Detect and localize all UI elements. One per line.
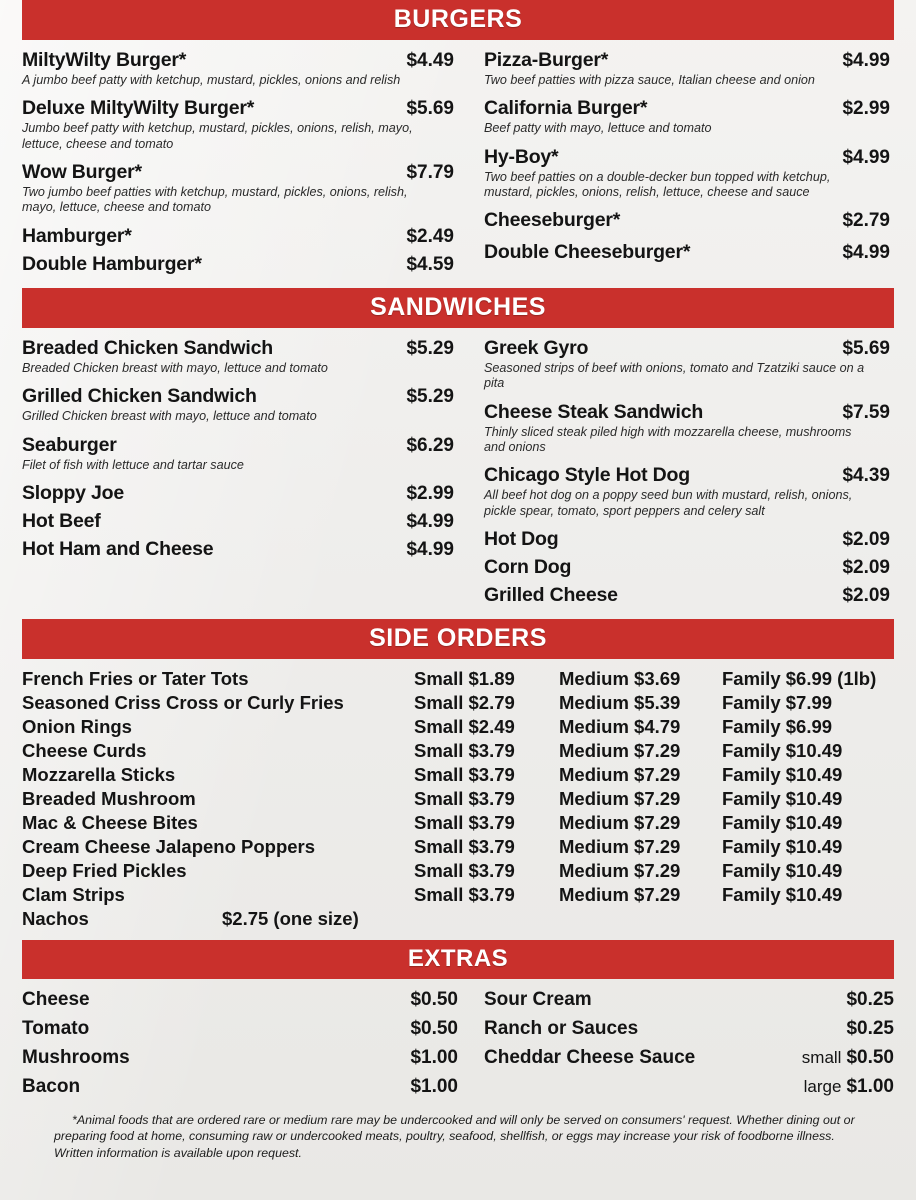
section-header-extras: EXTRAS	[22, 940, 894, 979]
section-header-sandwiches: SANDWICHES	[22, 288, 894, 328]
side-name: Mozzarella Sticks	[22, 764, 176, 786]
extra-price-group	[804, 1073, 894, 1102]
section-header-side-orders: SIDE ORDERS	[22, 619, 894, 659]
item-price: $2.49	[406, 225, 454, 247]
side-name: Mac & Cheese Bites	[22, 812, 198, 834]
item-name: Hy-Boy*	[484, 145, 559, 168]
item-name: Hot Ham and Cheese	[22, 537, 214, 560]
side-order-row[interactable]	[22, 739, 894, 763]
item-name: Wow Burger*	[22, 161, 142, 184]
menu-item[interactable]	[484, 584, 890, 607]
side-order-row-nachos[interactable]	[22, 907, 894, 931]
side-family-price: Family $10.49	[722, 788, 843, 810]
side-family-price: Family $10.49	[722, 860, 843, 882]
item-price: $5.29	[406, 337, 454, 359]
menu-item[interactable]	[484, 146, 890, 201]
side-small-price: Small $2.49	[414, 716, 515, 738]
side-small-price: Small $3.79	[414, 764, 515, 786]
side-medium-price: Medium $4.79	[559, 716, 681, 738]
item-description: Thinly sliced steak piled high with mozzarella cheese, mushrooms and onions	[484, 424, 852, 454]
side-order-row[interactable]	[22, 835, 894, 859]
item-price: $2.09	[842, 528, 890, 550]
extra-name: Mushrooms	[22, 1047, 130, 1069]
side-name: Clam Strips	[22, 884, 125, 906]
menu-item[interactable]	[484, 241, 890, 264]
extra-price-group	[802, 1044, 894, 1073]
burgers-right-column	[458, 49, 894, 278]
side-name: Cheese Curds	[22, 740, 147, 762]
side-order-row[interactable]	[22, 883, 894, 907]
side-medium-price: Medium $7.29	[559, 788, 681, 810]
item-price: $4.99	[842, 146, 890, 168]
item-description: A jumbo beef patty with ketchup, mustard, pickles, onions and relish	[22, 73, 401, 87]
menu-item[interactable]	[22, 253, 454, 276]
extra-item[interactable]	[22, 1044, 458, 1073]
item-price: $2.09	[842, 584, 890, 606]
side-medium-price: Medium $7.29	[559, 860, 681, 882]
sandwiches-left-column	[22, 337, 458, 609]
item-price: $6.29	[406, 434, 454, 456]
menu-item[interactable]	[484, 49, 890, 88]
sandwiches-section	[22, 328, 894, 609]
side-medium-price: Medium $7.29	[559, 764, 681, 786]
side-family-price: Family $10.49	[722, 812, 843, 834]
extra-name: Bacon	[22, 1076, 81, 1098]
side-name: Seasoned Criss Cross or Curly Fries	[22, 692, 344, 713]
side-medium-price: Medium $7.29	[559, 836, 681, 858]
item-price: $4.39	[842, 465, 890, 487]
item-name: Sloppy Joe	[22, 481, 125, 504]
extra-price: $0.50	[846, 1047, 894, 1069]
extras-section	[22, 979, 894, 1102]
menu-item[interactable]	[484, 209, 890, 232]
side-medium-price: Medium $7.29	[559, 884, 681, 906]
item-name: Chicago Style Hot Dog	[484, 464, 690, 487]
item-price: $2.09	[842, 556, 890, 578]
item-description: Beef patty with mayo, lettuce and tomato	[484, 121, 712, 136]
menu-item[interactable]	[22, 385, 454, 424]
side-order-row[interactable]	[22, 667, 894, 691]
menu-item[interactable]	[484, 528, 890, 551]
side-order-row[interactable]	[22, 811, 894, 835]
extra-item[interactable]	[484, 1015, 894, 1044]
menu-item[interactable]	[484, 464, 890, 519]
item-name: California Burger*	[484, 97, 648, 120]
disclaimer	[22, 1102, 894, 1161]
menu-item[interactable]	[22, 510, 454, 533]
side-family-price: Family $10.49	[722, 836, 843, 858]
side-family-price: Family $6.99 (1lb)	[722, 667, 877, 689]
menu-item[interactable]	[22, 434, 454, 473]
item-price: $2.99	[842, 98, 890, 120]
item-name: Cheeseburger*	[484, 209, 621, 232]
item-description: Two jumbo beef patties with ketchup, mustard, pickles, onions, relish, mayo, lettuce, cheese and tomato	[22, 185, 408, 215]
extra-size-label: small	[801, 1048, 842, 1068]
extra-name: Cheddar Cheese Sauce	[484, 1047, 696, 1069]
extra-name: Tomato	[22, 1018, 90, 1040]
item-description: Two beef patties with pizza sauce, Italian cheese and onion	[484, 73, 815, 87]
menu-item[interactable]	[484, 337, 890, 392]
side-name: Onion Rings	[22, 716, 132, 738]
menu-item[interactable]	[22, 225, 454, 248]
side-medium-price: Medium $5.39	[559, 692, 681, 713]
side-orders-section	[22, 659, 894, 932]
burgers-section	[22, 40, 894, 278]
menu-item[interactable]	[484, 97, 890, 136]
extra-item[interactable]	[22, 1073, 458, 1102]
item-description: Jumbo beef patty with ketchup, mustard, pickles, onions, relish, mayo, lettuce, cheese and tomato	[22, 121, 413, 151]
extra-price: $0.50	[410, 1018, 458, 1040]
item-name: Grilled Cheese	[484, 583, 618, 606]
item-name: Corn Dog	[484, 555, 572, 578]
item-description: Filet of fish with lettuce and tartar sauce	[22, 457, 244, 472]
extra-item[interactable]	[484, 986, 894, 1015]
item-name: Double Cheeseburger*	[484, 241, 691, 264]
side-order-row[interactable]	[22, 691, 894, 715]
extra-price: $0.25	[846, 1018, 894, 1040]
item-description: Seasoned strips of beef with onions, tomato and Tzatziki sauce on a pita	[484, 360, 865, 391]
side-small-price: Small $3.79	[414, 860, 515, 882]
extra-name: Cheese	[22, 989, 90, 1011]
extra-price: $1.00	[410, 1047, 458, 1069]
side-order-row[interactable]	[22, 859, 894, 883]
side-medium-price: Medium $7.29	[559, 812, 681, 834]
item-price: $5.69	[406, 98, 454, 120]
item-price: $4.99	[406, 510, 454, 532]
side-small-price: Small $3.79	[414, 884, 515, 906]
item-price: $4.99	[842, 242, 890, 264]
side-name: Deep Fried Pickles	[22, 860, 187, 882]
menu-item[interactable]	[22, 49, 454, 88]
side-small-price: Small $3.79	[414, 836, 515, 858]
item-price: $4.59	[406, 253, 454, 275]
side-order-row[interactable]	[22, 715, 894, 739]
item-name: Double Hamburger*	[22, 252, 202, 275]
side-family-price: Family $10.49	[722, 740, 843, 762]
item-name: Hamburger*	[22, 224, 132, 247]
side-small-price: Small $2.79	[414, 692, 515, 713]
side-small-price: Small $3.79	[414, 812, 515, 834]
section-header-burgers: BURGERS	[22, 0, 894, 40]
item-price: $5.69	[842, 337, 890, 359]
extra-price: $1.00	[410, 1076, 458, 1098]
disclaimer-line-3: Written information is available upon request.	[54, 1145, 302, 1160]
side-name: Nachos	[22, 908, 89, 930]
side-medium-price: Medium $3.69	[559, 667, 681, 689]
side-family-price: Family $10.49	[722, 884, 843, 906]
item-description: Two beef patties on a double-decker bun topped with ketchup, mustard, pickles, onions, relish, lettuce, cheese and sauce	[484, 169, 831, 200]
item-price: $7.59	[842, 401, 890, 423]
item-price: $2.99	[406, 482, 454, 504]
menu-item[interactable]	[22, 337, 454, 376]
item-description: Grilled Chicken breast with mayo, lettuce and tomato	[22, 409, 317, 424]
item-price: $7.79	[406, 162, 454, 184]
item-description: All beef hot dog on a poppy seed bun with mustard, relish, onions, pickle spear, tomato, sport peppers and celery salt	[484, 488, 853, 518]
side-name: French Fries or Tater Tots	[22, 667, 249, 689]
extra-name: Sour Cream	[484, 989, 592, 1011]
item-name: Grilled Chicken Sandwich	[22, 385, 257, 408]
item-name: Cheese Steak Sandwich	[484, 400, 704, 423]
menu-item[interactable]	[22, 161, 454, 216]
item-price: $4.99	[842, 50, 890, 71]
item-price: $5.29	[406, 386, 454, 408]
menu-item[interactable]	[484, 401, 890, 456]
item-price: $4.49	[406, 50, 454, 71]
side-name: Breaded Mushroom	[22, 788, 196, 810]
side-family-price: Family $6.99	[722, 716, 833, 738]
side-name: Cream Cheese Jalapeno Poppers	[22, 836, 316, 858]
menu-item[interactable]	[22, 538, 454, 561]
side-small-price: Small $1.89	[414, 667, 515, 689]
extras-right-column	[458, 986, 894, 1102]
side-medium-price: Medium $7.29	[559, 740, 681, 762]
disclaimer-line-2: preparing food at home, consuming raw or undercooked meats, poultry, seafood, shellfish, or eggs may increase your risk of foodborne illness.	[54, 1129, 835, 1144]
disclaimer-line-1: *Animal foods that are ordered rare or medium rare may be undercooked and will only be served on consumers' request. Whether dining out or	[72, 1112, 855, 1127]
extra-price: $1.00	[846, 1076, 894, 1098]
item-name: Seaburger	[22, 433, 117, 456]
extra-item[interactable]	[484, 1044, 894, 1073]
extra-price: $0.50	[410, 989, 458, 1011]
extras-left-column	[22, 986, 458, 1102]
item-name: MiltyWilty Burger*	[22, 49, 187, 71]
item-price: $4.99	[406, 538, 454, 560]
extra-size-label: large	[803, 1077, 842, 1097]
side-single-price: $2.75 (one size)	[222, 908, 359, 930]
side-order-row[interactable]	[22, 763, 894, 787]
extra-item[interactable]	[22, 986, 458, 1015]
side-family-price: Family $7.99	[722, 692, 833, 713]
item-name: Greek Gyro	[484, 336, 589, 359]
sandwiches-right-column	[458, 337, 894, 609]
item-price: $2.79	[842, 210, 890, 232]
burgers-left-column	[22, 49, 458, 278]
extra-item[interactable]	[484, 1073, 894, 1102]
menu-item[interactable]	[22, 97, 454, 152]
side-family-price: Family $10.49	[722, 764, 843, 786]
side-order-row[interactable]	[22, 787, 894, 811]
side-small-price: Small $3.79	[414, 788, 515, 810]
menu-item[interactable]	[484, 556, 890, 579]
item-description: Breaded Chicken breast with mayo, lettuce and tomato	[22, 360, 328, 375]
item-name: Hot Beef	[22, 509, 101, 532]
extra-item[interactable]	[22, 1015, 458, 1044]
item-name: Hot Dog	[484, 527, 559, 550]
menu-item[interactable]	[22, 482, 454, 505]
item-name: Pizza-Burger*	[484, 49, 609, 71]
item-name: Breaded Chicken Sandwich	[22, 336, 273, 359]
extra-price: $0.25	[846, 989, 894, 1011]
extra-name: Ranch or Sauces	[484, 1018, 639, 1040]
side-small-price: Small $3.79	[414, 740, 515, 762]
item-name: Deluxe MiltyWilty Burger*	[22, 97, 255, 120]
